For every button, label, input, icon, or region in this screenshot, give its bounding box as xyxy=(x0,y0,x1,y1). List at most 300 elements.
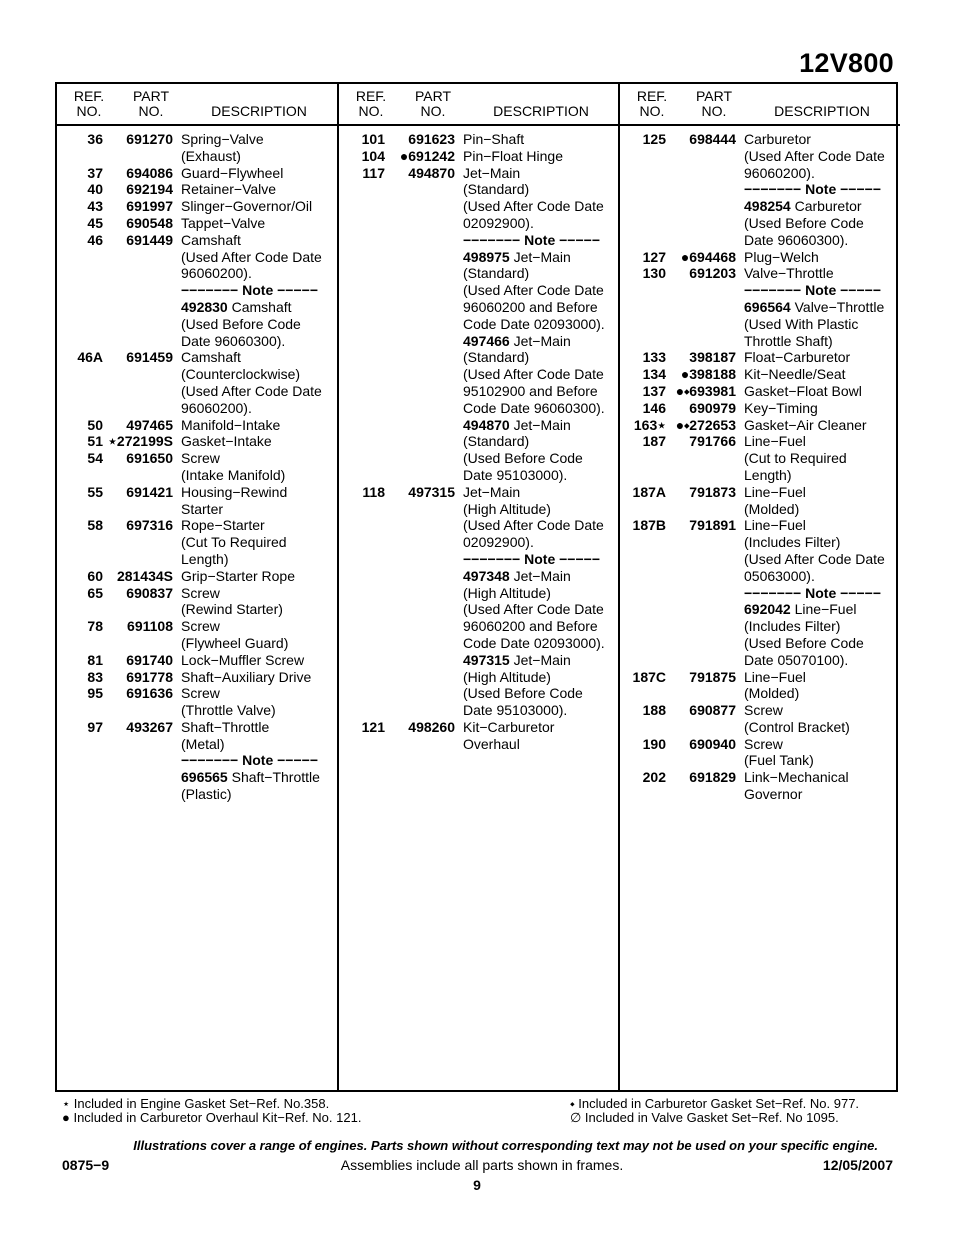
table-row xyxy=(57,551,337,568)
table-row xyxy=(339,400,619,417)
description xyxy=(181,299,292,316)
table-row xyxy=(57,702,337,719)
description xyxy=(463,148,563,165)
table-row xyxy=(339,148,619,165)
table-row xyxy=(339,501,619,518)
document-date: 12/05/2007 xyxy=(822,1157,893,1173)
part-number: 493267 xyxy=(126,718,173,735)
table-row xyxy=(57,181,337,198)
table-row xyxy=(620,769,900,786)
description xyxy=(744,349,850,366)
description-text: (Used Before Code xyxy=(744,634,864,651)
table-row xyxy=(339,702,619,719)
description-text: Kit−Carburetor xyxy=(463,718,555,735)
table-row xyxy=(339,669,619,686)
table-row xyxy=(57,685,337,702)
table-row xyxy=(57,215,337,232)
part-number: 498260 xyxy=(408,718,455,735)
ref-number: 45 xyxy=(87,214,103,231)
header-part-line2: NO. xyxy=(701,103,727,119)
table-row xyxy=(57,736,337,753)
footnote-star: ⋆ Included in Engine Gasket Set−Ref. No.358. xyxy=(62,1096,330,1111)
description-text: 05063000). xyxy=(744,567,815,584)
parts-column-1 xyxy=(57,84,337,1090)
description xyxy=(744,534,840,551)
header-ref-line1: REF. xyxy=(636,88,668,104)
table-row xyxy=(620,752,900,769)
description-text: (Exhaust) xyxy=(181,147,241,164)
ref-number: 78 xyxy=(87,618,103,635)
description-text: Tappet−Valve xyxy=(181,214,266,231)
ref-number: 58 xyxy=(87,517,103,534)
description-text: (Used With Plastic xyxy=(744,315,859,332)
description xyxy=(744,517,806,534)
ref-number: 46A xyxy=(77,349,103,366)
description-text: (Standard) xyxy=(463,265,530,282)
description xyxy=(744,299,884,316)
description xyxy=(181,249,322,266)
description xyxy=(744,165,815,182)
description xyxy=(181,551,228,568)
table-row xyxy=(57,232,337,249)
description xyxy=(181,181,276,198)
part-number: 691421 xyxy=(126,483,173,500)
table-row xyxy=(339,736,619,753)
description-text: Shaft−Throttle xyxy=(181,718,270,735)
description xyxy=(744,181,881,198)
note-bold-text: 497315 xyxy=(463,651,510,668)
description-text: Date 96060300). xyxy=(744,231,849,248)
header-part-line1: PART xyxy=(695,88,733,104)
header-ref-line1: REF. xyxy=(355,88,387,104)
table-row xyxy=(57,299,337,316)
description-text: (Used After Code Date xyxy=(463,282,604,299)
description-text: (Fuel Tank) xyxy=(744,752,814,769)
description-text: Throttle Shaft) xyxy=(744,332,833,349)
description-text: Jet−Main xyxy=(463,483,521,500)
description-text: Jet−Main xyxy=(509,567,571,584)
description-text: (Metal) xyxy=(181,735,225,752)
table-row xyxy=(339,282,619,299)
description-text: Code Date 02093000). xyxy=(463,315,605,332)
description-text: (Used After Code Date xyxy=(181,248,322,265)
ref-number: 65 xyxy=(87,584,103,601)
table-row xyxy=(620,433,900,450)
description-text: Valve−Throttle xyxy=(790,298,885,315)
part-number: 691203 xyxy=(689,265,736,282)
table-row xyxy=(620,685,900,702)
ref-number: 202 xyxy=(642,769,666,786)
description-text: (Standard) xyxy=(463,433,530,450)
part-number: 791766 xyxy=(689,433,736,450)
part-number: 691829 xyxy=(689,769,736,786)
description xyxy=(744,652,848,669)
description-text: Date 95103000). xyxy=(463,702,568,719)
description xyxy=(463,669,551,686)
description-text: (Control Bracket) xyxy=(744,718,850,735)
description xyxy=(744,450,847,467)
table-row xyxy=(57,198,337,215)
description-text: Overhaul xyxy=(463,735,520,752)
footnote-diamond: ⬩ Included in Carburetor Gasket Set−Ref. No. 977. xyxy=(570,1096,860,1111)
description-text: Date 96060300). xyxy=(181,332,286,349)
table-row xyxy=(620,366,900,383)
description xyxy=(744,417,867,434)
table-row xyxy=(620,585,900,602)
description xyxy=(181,752,318,769)
description-text: Kit−Needle/Seat xyxy=(744,366,846,383)
table-row xyxy=(57,148,337,165)
description-text: (Plastic) xyxy=(181,786,232,803)
table-row xyxy=(57,635,337,652)
description-text: Screw xyxy=(181,584,220,601)
table-row xyxy=(620,669,900,686)
parts-table xyxy=(55,82,898,1092)
ref-number: 187 xyxy=(642,433,666,450)
description xyxy=(744,249,819,266)
parts-rows xyxy=(57,131,337,803)
description-text: (Standard) xyxy=(463,181,530,198)
description-text: (Used After Code Date xyxy=(463,601,604,618)
description-text: Length) xyxy=(181,550,229,567)
description-text: Jet−Main xyxy=(463,164,521,181)
part-number: 398187 xyxy=(689,349,736,366)
table-row xyxy=(620,501,900,518)
description xyxy=(744,215,864,232)
description xyxy=(463,501,551,518)
note-bold-text: −−−−−−− Note −−−−− xyxy=(744,584,881,601)
table-row xyxy=(620,400,900,417)
description xyxy=(181,366,300,383)
table-row xyxy=(620,702,900,719)
description xyxy=(744,383,862,400)
description xyxy=(181,618,220,635)
description-text: Line−Fuel xyxy=(744,668,806,685)
part-number: 692194 xyxy=(126,181,173,198)
ref-number: 97 xyxy=(87,718,103,735)
description-text: Valve−Throttle xyxy=(744,265,834,282)
table-row xyxy=(57,484,337,501)
description xyxy=(744,131,811,148)
footnote-empty-set: ∅ Included in Valve Gasket Set−Ref. No 1095. xyxy=(570,1110,839,1125)
description-text: (Used After Code Date xyxy=(181,382,322,399)
description-text: Jet−Main xyxy=(509,416,571,433)
table-row xyxy=(339,433,619,450)
description-text: 96060200 and Before xyxy=(463,298,598,315)
table-row xyxy=(57,467,337,484)
description xyxy=(744,265,834,282)
description xyxy=(181,383,322,400)
part-number: 697316 xyxy=(126,517,173,534)
description-text: Float−Carburetor xyxy=(744,349,851,366)
part-number: 691778 xyxy=(126,668,173,685)
table-row xyxy=(339,333,619,350)
ref-number: 121 xyxy=(361,718,385,735)
table-row xyxy=(620,568,900,585)
description-text: (Rewind Starter) xyxy=(181,601,283,618)
table-row xyxy=(57,417,337,434)
table-row xyxy=(620,232,900,249)
table-row xyxy=(339,316,619,333)
table-row xyxy=(339,366,619,383)
note-bold-text: 692042 xyxy=(744,601,791,618)
description-text: Rope−Starter xyxy=(181,517,265,534)
part-number: ●⬩272653 xyxy=(675,416,736,433)
table-row xyxy=(339,484,619,501)
table-row xyxy=(620,165,900,182)
ref-number: 187A xyxy=(632,483,666,500)
table-row xyxy=(620,131,900,148)
table-row xyxy=(57,568,337,585)
table-row xyxy=(57,316,337,333)
header-description: DESCRIPTION xyxy=(774,103,870,119)
table-row xyxy=(339,585,619,602)
description xyxy=(181,501,223,518)
table-row xyxy=(57,601,337,618)
description-text: Jet−Main xyxy=(509,651,571,668)
description xyxy=(181,417,280,434)
footnote-dot: ● Included in Carburetor Overhaul Kit−Ref. No. 121. xyxy=(62,1110,362,1125)
description xyxy=(463,618,598,635)
part-number: 494870 xyxy=(408,164,455,181)
header-description: DESCRIPTION xyxy=(493,103,589,119)
ref-number: 54 xyxy=(87,450,103,467)
table-row xyxy=(339,265,619,282)
note-bold-text: 696564 xyxy=(744,298,791,315)
description-text: Carburetor xyxy=(744,131,811,147)
description-text: Camshaft xyxy=(227,298,292,315)
description xyxy=(181,400,252,417)
note-bold-text: −−−−−−− Note −−−−− xyxy=(181,282,318,299)
description-text: Date 95103000). xyxy=(463,466,568,483)
table-row xyxy=(339,232,619,249)
ref-number: 163⋆ xyxy=(633,416,666,433)
part-number: 690837 xyxy=(126,584,173,601)
table-row xyxy=(620,736,900,753)
table-row xyxy=(57,131,337,148)
description-text: (Includes Filter) xyxy=(744,534,841,551)
table-row xyxy=(339,685,619,702)
description xyxy=(744,467,791,484)
description-text: (Cut To Required xyxy=(181,534,287,551)
description-text: Screw xyxy=(744,735,783,752)
description xyxy=(463,249,571,266)
table-row xyxy=(339,601,619,618)
part-number: 691270 xyxy=(126,131,173,147)
header-part-line1: PART xyxy=(414,88,452,104)
disclaimer: Illustrations cover a range of engines. Parts shown without corresponding text may not be used on your specific engine. xyxy=(133,1138,878,1153)
description-text: Link−Mechanical xyxy=(744,769,849,786)
header-part-line1: PART xyxy=(132,88,170,104)
description xyxy=(181,349,241,366)
column-header xyxy=(620,84,900,126)
description-text: Pin−Float Hinge xyxy=(463,147,564,164)
description xyxy=(744,669,806,686)
description xyxy=(463,215,534,232)
part-number: 691636 xyxy=(126,685,173,702)
description xyxy=(744,769,849,786)
table-row xyxy=(57,165,337,182)
description xyxy=(181,232,241,249)
ref-number: 60 xyxy=(87,567,103,584)
description xyxy=(463,417,571,434)
table-row xyxy=(339,383,619,400)
description xyxy=(181,736,225,753)
table-row xyxy=(620,282,900,299)
part-number: 497315 xyxy=(408,483,455,500)
table-row xyxy=(339,450,619,467)
description xyxy=(744,148,885,165)
part-number: 691650 xyxy=(126,450,173,467)
table-row xyxy=(57,719,337,736)
header-ref-line2: NO. xyxy=(639,103,665,119)
description-text: Carburetor xyxy=(790,198,862,215)
table-row xyxy=(57,517,337,534)
description xyxy=(463,601,604,618)
description-text: 95102900 and Before xyxy=(463,382,598,399)
table-row xyxy=(339,618,619,635)
description xyxy=(463,585,551,602)
header-ref-line1: REF. xyxy=(73,88,105,104)
description xyxy=(463,450,583,467)
ref-number: 43 xyxy=(87,198,103,215)
description xyxy=(463,400,605,417)
description xyxy=(744,232,848,249)
description xyxy=(181,316,301,333)
column-header xyxy=(339,84,619,126)
description-text: (Used Before Code xyxy=(463,450,583,467)
description-text: (High Altitude) xyxy=(463,500,551,517)
ref-number: 117 xyxy=(362,164,385,181)
ref-number: 188 xyxy=(642,702,666,719)
description xyxy=(744,501,799,518)
description xyxy=(463,366,604,383)
description-text: (Used After Code Date xyxy=(744,550,885,567)
page-number: 9 xyxy=(473,1177,481,1193)
table-row xyxy=(620,534,900,551)
part-number: 791875 xyxy=(689,668,736,685)
description-text: Key−Timing xyxy=(744,399,818,416)
description-text: Housing−Rewind xyxy=(181,483,288,500)
description xyxy=(463,736,520,753)
table-row xyxy=(339,652,619,669)
part-number: 694086 xyxy=(126,164,173,181)
description xyxy=(181,585,220,602)
ref-number: 81 xyxy=(87,651,103,668)
table-row xyxy=(57,501,337,518)
description xyxy=(181,669,311,686)
table-row xyxy=(620,417,900,434)
description-text: (Used After Code Date xyxy=(463,366,604,383)
description xyxy=(463,131,524,148)
ref-number: 101 xyxy=(361,131,385,147)
ref-number: 125 xyxy=(642,131,666,147)
table-row xyxy=(339,417,619,434)
description xyxy=(463,316,605,333)
description xyxy=(744,551,885,568)
header-part-line2: NO. xyxy=(138,103,164,119)
description xyxy=(463,232,600,249)
description-text: Screw xyxy=(181,618,220,635)
table-row xyxy=(620,652,900,669)
description-text: Line−Fuel xyxy=(744,433,806,450)
description-text: (Intake Manifold) xyxy=(181,466,286,483)
description xyxy=(181,517,265,534)
table-row xyxy=(620,333,900,350)
parts-rows xyxy=(339,131,619,752)
note-bold-text: 494870 xyxy=(463,416,510,433)
table-row xyxy=(57,669,337,686)
description-text: Camshaft xyxy=(181,349,241,366)
description xyxy=(181,769,320,786)
description-text: (Standard) xyxy=(463,349,530,366)
description xyxy=(744,198,862,215)
description-text: 02092900). xyxy=(463,534,534,551)
table-row xyxy=(620,181,900,198)
column-header xyxy=(57,84,337,126)
part-number: 791891 xyxy=(689,517,736,534)
description-text: Gasket−Intake xyxy=(181,433,272,450)
description xyxy=(181,719,269,736)
ref-number: 137 xyxy=(642,382,666,399)
note-bold-text: 498975 xyxy=(463,248,510,265)
part-number: ●398188 xyxy=(680,366,736,383)
table-row xyxy=(620,349,900,366)
part-number: 691449 xyxy=(126,231,173,248)
note-bold-text: −−−−−−− Note −−−−− xyxy=(181,752,318,769)
description xyxy=(181,786,232,803)
ref-number: 118 xyxy=(362,483,385,500)
header-ref-line2: NO. xyxy=(76,103,102,119)
ref-number: 51 xyxy=(87,433,103,450)
table-row xyxy=(339,349,619,366)
part-number: 698444 xyxy=(689,131,736,147)
description-text: (Used After Code Date xyxy=(744,147,885,164)
description xyxy=(463,265,529,282)
table-row xyxy=(620,786,900,803)
description xyxy=(181,433,272,450)
description xyxy=(463,333,571,350)
description xyxy=(463,484,520,501)
description-text: Camshaft xyxy=(181,231,241,248)
table-row xyxy=(57,400,337,417)
description xyxy=(463,568,571,585)
description-text: Gasket−Float Bowl xyxy=(744,382,862,399)
description xyxy=(463,198,604,215)
description-text: Plug−Welch xyxy=(744,248,819,265)
description xyxy=(463,467,567,484)
description xyxy=(463,433,529,450)
table-row xyxy=(339,131,619,148)
description xyxy=(181,702,276,719)
description xyxy=(181,484,287,501)
ref-number: 146 xyxy=(642,399,666,416)
parts-rows xyxy=(620,131,900,803)
table-row xyxy=(57,618,337,635)
description xyxy=(181,450,220,467)
description xyxy=(463,534,534,551)
description xyxy=(744,333,833,350)
table-row xyxy=(620,719,900,736)
table-row xyxy=(339,635,619,652)
table-row xyxy=(57,769,337,786)
description-text: Line−Fuel xyxy=(790,601,857,618)
description xyxy=(181,534,287,551)
ref-number: 190 xyxy=(642,735,666,752)
part-number: 690940 xyxy=(689,735,736,752)
part-number: ●694468 xyxy=(680,248,736,265)
note-bold-text: −−−−−−− Note −−−−− xyxy=(744,282,881,299)
